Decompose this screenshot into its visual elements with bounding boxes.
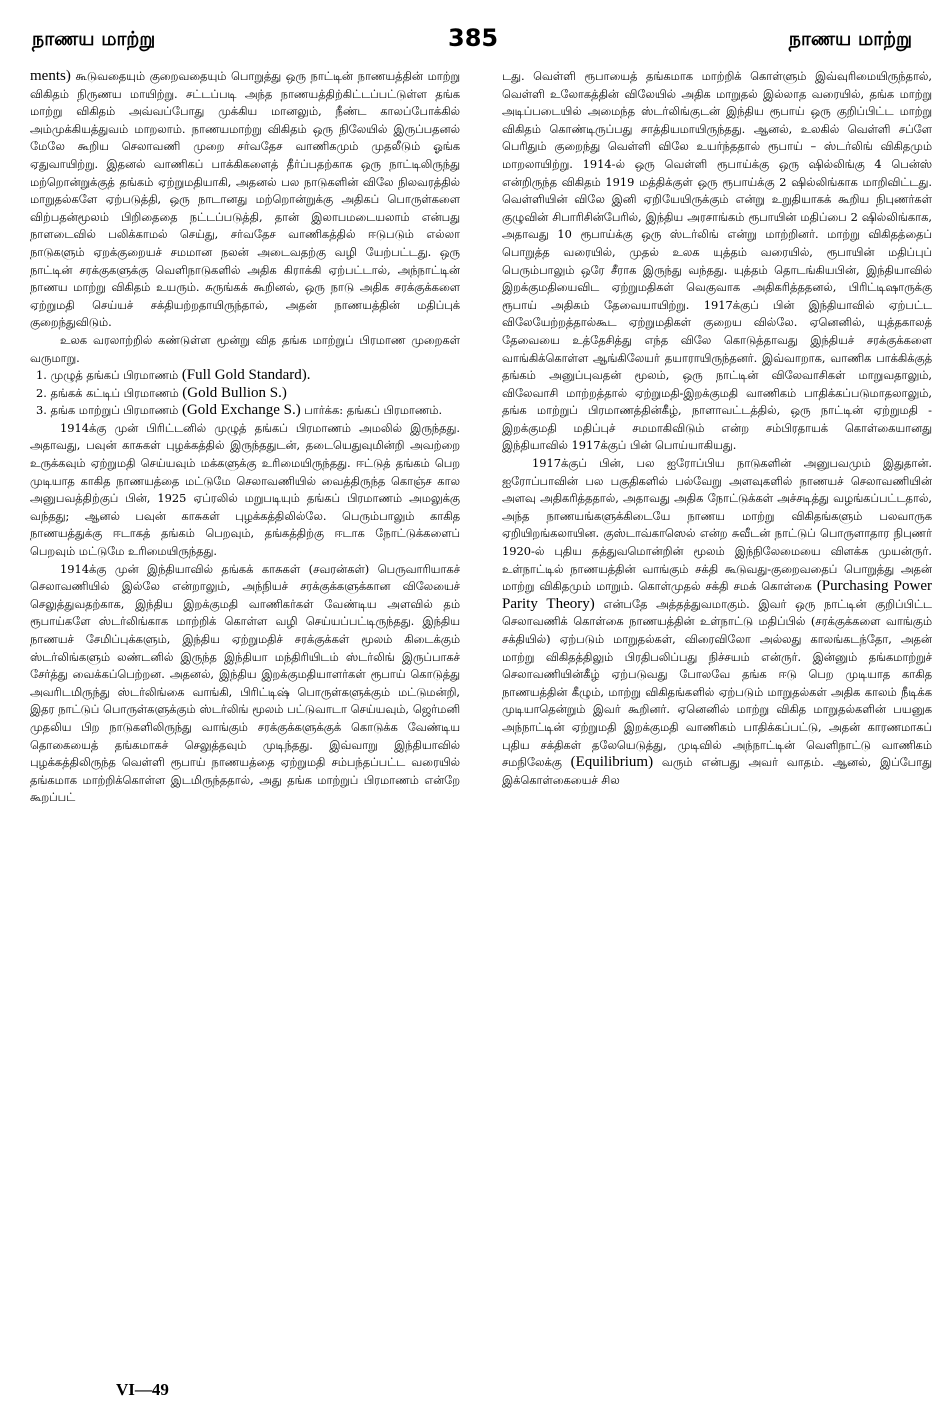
english-term: (Purchasing Power Parity Theory): [502, 578, 932, 612]
list-number: 3.: [36, 403, 47, 418]
paragraph-text: 1917க்குப் பின், பல ஐரோப்பிய நாடுகளின் அனுபவமும் இதுதான். ஐரோப்பாவின் பல பகுதிகளில் பல்வேறு அளவுகளில் நாணயச் செலாவணியின் அளவு அதிகரித்ததால், அதாவது அதிக நோட்டுக்கள் அச்சடித்து வழங்கப்பட்டதால், அந்த நாணயங்களுக்கிடையே நாணய மாற்று விகிதங்களும் பலவாருக ஏறியிறங்கலாயின. குஸ்டாவ்காஸெல் என்ற சுவீடன் நாட்டுப் பொருளாதார நிபுணர் 1920-ல் புதிய தத்துவமொன்றின் மூலம் இந்நிலேமையை விளக்க முயன்ருர். உள்நாட்டில் நாணயத்தின் வாங்கும் சக்தி கூடுவது-குறைவதைப் பொறுத்து அதன் மாற்று விகிதமும் மாறும். கொள்முதல் சக்தி சமக் கொள்கை: [502, 456, 932, 594]
list-item: [30, 385, 460, 403]
paragraph: 1914க்கு முன் இந்தியாவில் தங்கக் காசுகள் (சவரன்கள்) பெருவாரியாகச் செலாவணியில் இல்லே என்றாலும், அந்நியச் சரக்குக்களுக்கான விலேயைச் செலுத்துவதற்காக, இந்திய இறக்குமதி வாணிகர்கள் வேண்டிய அளவில் தம் ரூபாய்களே ஸ்டர்லிங்காக மாற்றிக் கொள்ள வழி செய்யப்பட்டிருந்தது. இந்திய நாணயச் சேமிப்புக்களும், இந்திய ஏற்றுமதிச் சரக்குக்கள் மூலம் கிடைக்கும் ஸ்டர்லிங்களும் லண்டனில் இருந்த இந்தியா மந்திரியிடம் ஸ்டர்லிங் இருப்பாகச் சேர்த்து வைக்கப்பெற்றன. அதனல், இந்திய இறக்குமதியாளர்கள் ரூபாய் கொடுத்து அவரிடமிருந்து ஸ்டர்லிங்கை வாங்கி, பிரிட்டிஷ் பொருள்களுக்கும் மட்டுமன்றி, இதர நாட்டுப் பொருள்களுக்கும் ஸ்டர்லிங் மூலம் பட்டுவாடா செய்யவும், ஜெர்மனி முதலிய பிற நாடுகளிலிருந்து வாங்கும் சரக்குக்களுக்குக் கொடுக்க வேண்டிய தொகையைத் தங்கமாகச் செலுத்தவும் முடிந்தது. இவ்வாறு இந்தியாவில் புழக்கத்திலிருந்த வெள்ளி ரூபாய் நாணயத்தை ஏற்றுமதி சம்பந்தப்பட்ட வரையில் தங்கமாக மாற்றிக்கொள்ள இடமிருந்ததால், அது தங்க மாற்றுப் பிரமாணம் என்றே கூறப்பட்: [30, 561, 460, 805]
paragraph: டது. வெள்ளி ரூபாயைத் தங்கமாக மாற்றிக் கொள்ளும் இவ்வுரிமையிருந்தால், வெள்ளி உலோகத்தின் விலேயில் அதிக மாறுதல் இல்லாத வரையில், தங்க மாற்று அடிப்படையில் அமைந்த ஸ்டர்லிங்குடன் இந்திய ரூபாய் ஒரு குறிப்பிட்ட மாற்று விகிதம் கொண்டிருப்பது சாத்தியமாயிருந்தது. ஆனல், உலகில் வெள்ளி சப்ளே பெரிதும் குறைந்து வெள்ளி விலே உயர்ந்ததால் ரூபாய் – ஸ்டர்லிங் விகிதமும் மாறலாயிற்று. 1914-ல் ஒரு வெள்ளி ரூபாய்க்கு ஒரு ஷில்லிங்கு 4 பென்ஸ் என்றிருந்த விகிதம் 1919 மத்திக்குள் ஒரு ரூபாய்க்கு 2 ஷில்லிங்காக மாறிவிட்டது. வெள்ளியின் விலே இனி ஏறியேயிருக்கும் என்று உறுதியாகக் கூறிய நிபுணர்கள் குழுவின் சிபாரிசின்பேரில், இந்திய அரசாங்கம் ரூபாயின் மதிப்பை 2 ஷில்லிங்காக, அதாவது 10 ரூபாய்க்கு ஒரு ஸ்டர்லிங் என்று மாற்றினர். மாற்று விகிதத்தைப் பொறுத்த வரையில், முதல் உலக யுத்தம் வரையில், ரூபாயின் மதிப்புப் பெரும்பாலும் ஒரே சீராக இருந்து வந்தது. யுத்தம் தொடங்கியபின், இந்தியாவில் இறக்குமதியைவிட ஏற்றுமதிகள் வெகுவாக அதிகரித்ததனல், பிரிட்டிஷாருக்கு ரூபாய் அதிகம் தேவையாயிற்று. 1917க்குப் பின் இந்தியாவில் ஏற்பட்ட விலேயேற்றத்தால்கூட ஏற்றுமதிகள் குறைய வில்லே. ஏனெனில், யுத்தகாலத் தேவையை உத்தேசித்து எந்த விலே கொடுத்தாவது இந்தியச் சரக்குக்களை வாங்கிக்கொள்ள ஆங்கிலேயர் தயாராயிருந்தனர். இவ்வாறாக, வாணிக பாக்கிக்குத் தங்கம் அனுப்புவதன் மூலம், ஒரு நாட்டின் விலேவாசிகள் மாறுவதாலும், விலேவாசி மாற்றத்தால் ஏற்றுமதி-இறக்குமதி வாணிகம் பாதிக்கப்படுமாதலாலும், தங்க மாற்றுப் பிரமாணத்தின்கீழ், நாளாவட்டத்தில், ஒரு நாட்டின் ஏற்றுமதி - இறக்குமதி மதிப்புச் சமமாகிவிடும் என்ற சம்பிரதாயக் கொள்கையானது இந்தியாவில் 1917க்குப் பின் பொய்யாகியது.: [502, 69, 932, 453]
page-number: 385: [448, 24, 499, 52]
paragraph: [502, 455, 932, 789]
list-text: தங்கக் கட்டிப் பிரமாணம்: [46, 385, 183, 400]
english-term: (Gold Exchange S.): [181, 402, 301, 419]
paragraph-text: வரும் என்பது அவர் வாதம். ஆனல், இப்போது இக்கொள்கையைச் சில: [502, 755, 932, 787]
paragraph-text: என்பதே அத்தத்துவமாகும். இவர் ஒரு நாட்டின் குறிப்பிட்ட செலாவணிக் கொள்கை நாணயத்தின் உள்நாட்டு மதிப்பில் (சரக்குக்களை வாங்கும் சக்தியில்) ஏற்படும் மாறுதல்கள், விரைவிலோ அல்லது காலங்கடந்தோ, அதன் மாற்று விகிதத்திலும் பிரதிபலிப்பது நிச்சயம் என்ருர். இன்னும் தங்கமாற்றுச் செலாவணியின்கீழ் ஏற்படுவது போலவே தங்க ஈடு பெற முடியாத காகித நாணயத்தின் கீழும், மாற்று விகிதங்களில் ஏற்படும் மாறுதல்கள் அதிக காலம் நீடிக்க முடியாதென்றும் இவர் கூறினர். ஏனெனில் மாற்று விகித மாறுதல்களின் பயனுக அந்நாட்டின் ஏற்றுமதி இறக்குமதி வாணிகம் பாதிக்கப்பட்டு, அதன் காரணமாகப் புதிய சக்திகள் தலேயெடுத்து, முடிவில் அந்நாட்டின் வெளிநாட்டு வாணிகம் சமநிலேக்கு: [502, 596, 932, 770]
list-text: பார்க்க: தங்கப் பிரமாணம்.: [300, 403, 443, 418]
english-term: (Equilibrium): [570, 754, 654, 771]
paragraph: 1914க்கு முன் பிரிட்டனில் முழுத் தங்கப் பிரமாணம் அமலில் இருந்தது. அதாவது, பவுன் காசுகள் புழக்கத்தில் இருந்ததுடன், தடையெதுவுமின்றி அவற்றை உருக்கவும் ஏற்றுமதி செய்யவும் மக்களுக்கு உரிமையிருந்தது. ஈட்டுத் தங்கம் பெற முடியாத காகித நாணயத்தை மட்டுமே செலாவணியில் வைத்திருந்த கொஞ்ச கால அனுபவத்திற்குப் பின், 1925 ஏப்ரலில் மறுபடியும் தங்கப் பிரமாணம் அமலுக்கு வந்தது; ஆனல் பவுன் காசுகள் புழக்கத்திலில்லே. பெரும்பாலும் காகித நாணயத்துக்கு ஈடாகத் தங்கம் பெறவும், தங்கத்திற்கு ஈடாக நோட்டுக்களைப் பெறவும் மட்டுமே உரிமையிருந்தது.: [30, 420, 460, 559]
english-term: ments): [30, 68, 71, 84]
running-head-right: நாணய மாற்று: [788, 28, 912, 50]
english-term: (Gold Bullion S.): [182, 384, 287, 401]
list-item: [30, 402, 460, 420]
list-text: முழுத் தங்கப் பிரமாணம்: [46, 368, 182, 383]
list-number: 1.: [36, 368, 47, 383]
paragraph-text: கூடுவதையும் குறைவதையும் பொறுத்து ஒரு நாட்டின் நாணயத்தின் மாற்று விகிதம் நிருணய மாயிற்று. சட்டப்படி அந்த நாணயத்திற்கிட்டப்பட்டுள்ள தங்க மாற்று விகிதம் அவ்வப்போது முக்கிய மானலும், நீண்ட காலப்போக்கில் அம்முக்கியத்துவம் மாறலாம். நாணயமாற்று விகிதம் ஒரு நிலேயில் இருப்பதனல் மேலே கூறிய செலாவணி முறை சர்வதேச வாணிகமும் முதலீடும் ஓங்க ஏதுவாயிற்று. இதனல் வாணிகப் பாக்கிகளைத் தீர்ப்பதற்காக ஒரு நாட்டிலிருந்து மற்றொன்றுக்குத் தங்கம் ஏற்றுமதியாகி, அதனல் பல நாடுகளின் விலே நிலவரத்தில் மாறுதல்களே ஏற்படுத்தி, ஒரு நாடானது மற்றொன்றுக்கு அதிகப் பொருள்களை விற்பதன்மூலம் பிறிதைதை நட்டப்படுத்தி, தான் இலாபமடையலாம் என்பது நாளடைவில் பலிக்காமல் செய்து, சர்வதேச வாணிகத்தில் ஈடுபடும் எல்லா நாடுகளும் ஏறக்குறையச் சமமான நலன் அடைவதற்கு வழி யேற்பட்டது. ஒரு நாட்டின் சரக்குகளுக்கு வெளிநாடுகளில் அதிக கிராக்கி ஏற்பட்டால், அந்நாட்டின் நாணய மாற்று விகிதம் உயரும். சுருங்கக் கூறினல், ஒரு நாடு அதிக சரக்குக்களை ஏற்றுமதி செய்யச் சக்தியற்றதாயிருந்தால், அதன் நாணயத்தின் மதிப்புக் குறைந்துவிடும்.: [30, 69, 460, 330]
page-header: [0, 0, 940, 60]
english-term: (Full Gold Standard).: [181, 367, 311, 384]
right-column: [502, 68, 932, 1378]
left-column: [30, 68, 460, 1378]
running-head-left: நாணய மாற்று: [32, 28, 156, 50]
list-number: 2.: [36, 385, 47, 400]
list-item: [30, 367, 460, 385]
paragraph: உலக வரலாற்றில் கண்டுள்ள மூன்று வித தங்க மாற்றுப் பிரமாண முறைகள் வருமாறு.: [30, 332, 460, 365]
volume-page-marker: VI—49: [116, 1380, 169, 1399]
paragraph: [30, 68, 460, 332]
list-text: தங்க மாற்றுப் பிரமாணம்: [46, 403, 182, 418]
